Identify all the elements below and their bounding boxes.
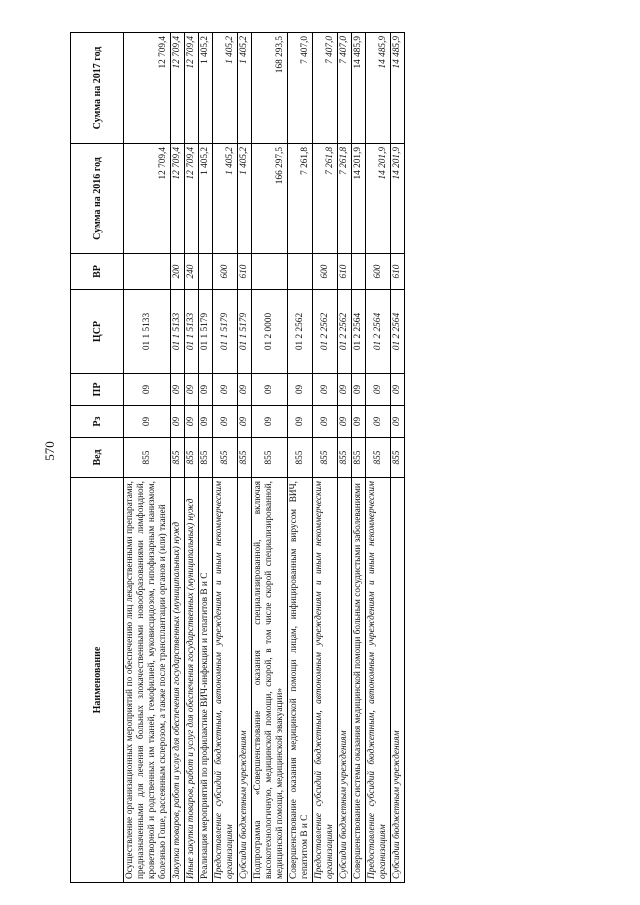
cell-sum-2017: 14 485,9 — [391, 33, 405, 144]
cell-pr: 09 — [171, 374, 185, 406]
cell-pr: 09 — [338, 374, 352, 406]
header-row — [71, 33, 124, 883]
cell-csr: 01 2 2564 — [366, 290, 391, 374]
cell-csr: 01 2 2562 — [288, 290, 313, 374]
cell-ved: 855 — [199, 438, 213, 478]
cell-sum-2017: 14 485,9 — [366, 33, 391, 144]
cell-rz: 09 — [366, 406, 391, 438]
cell-ved: 855 — [213, 438, 238, 478]
cell-pr: 09 — [313, 374, 338, 406]
cell-rz: 09 — [171, 406, 185, 438]
cell-pr: 09 — [185, 374, 199, 406]
cell-csr: 01 2 2562 — [338, 290, 352, 374]
header-vr: ВР — [71, 254, 124, 290]
cell-ved: 855 — [171, 438, 185, 478]
cell-ved: 855 — [391, 438, 405, 478]
cell-rz: 09 — [313, 406, 338, 438]
cell-sum-2016: 7 261,8 — [338, 144, 352, 254]
cell-rz: 09 — [124, 406, 171, 438]
table-row — [124, 33, 171, 883]
cell-sum-2016: 12 709,4 — [171, 144, 185, 254]
cell-ved: 855 — [338, 438, 352, 478]
cell-ved: 855 — [366, 438, 391, 478]
cell-csr: 01 2 0000 — [252, 290, 288, 374]
cell-sum-2017: 1 405,2 — [213, 33, 238, 144]
cell-csr: 01 1 5179 — [199, 290, 213, 374]
table-row — [313, 33, 338, 883]
cell-csr: 01 1 5133 — [171, 290, 185, 374]
table-row — [199, 33, 213, 883]
cell-rz: 09 — [238, 406, 252, 438]
header-ved: Вед — [71, 438, 124, 478]
cell-ved: 855 — [252, 438, 288, 478]
cell-csr: 01 2 2564 — [391, 290, 405, 374]
cell-name: Подпрограмма «Совершенствование оказания специализированной, включая высокотехнологичную, медицинской помощи, скорой, в том числе скорой специализированной, медицинской помощи, медицинской эвакуации» — [252, 478, 288, 883]
cell-sum-2017: 12 709,4 — [185, 33, 199, 144]
cell-name: Закупка товаров, работ и услуг для обеспечения государственных (муниципальных) нужд — [171, 478, 185, 883]
table-row — [213, 33, 238, 883]
table-row — [366, 33, 391, 883]
cell-name: Предоставление субсидий бюджетным, автономным учреждениям и иным некоммерческим организациям — [213, 478, 238, 883]
cell-name: Предоставление субсидий бюджетным, автономным учреждениям и иным некоммерческим организациям — [366, 478, 391, 883]
cell-sum-2016: 14 201,9 — [352, 144, 366, 254]
cell-name: Осуществление организационных мероприятий по обеспечению лиц лекарственными препаратами, предназначенными для лечения больных злокачественными новообразованиями лимфоидной, кроветворной и родственных им тканей, гемофилией, муковисцидозом, гипофизарным нанизмом, болезнью Гоше, рассеянным склерозом, а также после трансплантации органов и (или) тканей — [124, 478, 171, 883]
cell-sum-2016: 1 405,2 — [238, 144, 252, 254]
cell-sum-2017: 7 407,0 — [313, 33, 338, 144]
cell-vr — [199, 254, 213, 290]
cell-ved: 855 — [238, 438, 252, 478]
cell-sum-2017: 12 709,4 — [124, 33, 171, 144]
cell-name: Совершенствование оказания медицинской помощи лицам, инфицированным вирусом ВИЧ, гепатитом В и С — [288, 478, 313, 883]
cell-pr: 09 — [124, 374, 171, 406]
table-row — [288, 33, 313, 883]
cell-vr — [252, 254, 288, 290]
cell-rz: 09 — [391, 406, 405, 438]
cell-csr: 01 1 5133 — [185, 290, 199, 374]
cell-csr: 01 2 2562 — [313, 290, 338, 374]
cell-name: Субсидии бюджетным учреждениям — [338, 478, 352, 883]
cell-sum-2016: 12 709,4 — [185, 144, 199, 254]
table-row — [338, 33, 352, 883]
cell-ved: 855 — [124, 438, 171, 478]
cell-vr — [288, 254, 313, 290]
cell-vr — [352, 254, 366, 290]
cell-pr: 09 — [366, 374, 391, 406]
cell-ved: 855 — [313, 438, 338, 478]
cell-sum-2016: 7 261,8 — [313, 144, 338, 254]
budget-table — [70, 32, 405, 883]
cell-name: Субсидии бюджетным учреждениям — [238, 478, 252, 883]
cell-pr: 09 — [288, 374, 313, 406]
cell-rz: 09 — [352, 406, 366, 438]
cell-name: Предоставление субсидий бюджетным, автономным учреждениям и иным некоммерческим организациям — [313, 478, 338, 883]
header-sum-2017: Сумма на 2017 год — [71, 33, 124, 144]
cell-vr — [124, 254, 171, 290]
cell-csr: 01 1 5133 — [124, 290, 171, 374]
cell-sum-2016: 7 261,8 — [288, 144, 313, 254]
header-rz: Рз — [71, 406, 124, 438]
cell-rz: 09 — [213, 406, 238, 438]
cell-sum-2017: 1 405,2 — [238, 33, 252, 144]
cell-sum-2016: 14 201,9 — [366, 144, 391, 254]
cell-csr: 01 1 5179 — [238, 290, 252, 374]
cell-rz: 09 — [199, 406, 213, 438]
cell-name: Реализация мероприятий по профилактике ВИЧ-инфекции и гепатитов В и С — [199, 478, 213, 883]
cell-ved: 855 — [288, 438, 313, 478]
table-row — [185, 33, 199, 883]
cell-sum-2017: 12 709,4 — [171, 33, 185, 144]
cell-pr: 09 — [391, 374, 405, 406]
table-row — [252, 33, 288, 883]
cell-pr: 09 — [352, 374, 366, 406]
page-number: 570 — [42, 441, 57, 461]
cell-sum-2016: 12 709,4 — [124, 144, 171, 254]
cell-vr: 600 — [366, 254, 391, 290]
cell-sum-2016: 14 201,9 — [391, 144, 405, 254]
cell-rz: 09 — [288, 406, 313, 438]
cell-name: Иные закупки товаров, работ и услуг для обеспечения государственных (муниципальных) нужд — [185, 478, 199, 883]
cell-sum-2017: 168 293,5 — [252, 33, 288, 144]
cell-sum-2016: 1 405,2 — [199, 144, 213, 254]
cell-pr: 09 — [199, 374, 213, 406]
cell-rz: 09 — [252, 406, 288, 438]
cell-vr: 200 — [171, 254, 185, 290]
cell-pr: 09 — [238, 374, 252, 406]
cell-csr: 01 1 5179 — [213, 290, 238, 374]
cell-pr: 09 — [213, 374, 238, 406]
cell-sum-2017: 7 407,0 — [288, 33, 313, 144]
cell-vr: 610 — [338, 254, 352, 290]
table-row — [391, 33, 405, 883]
cell-vr: 610 — [391, 254, 405, 290]
cell-sum-2017: 14 485,9 — [352, 33, 366, 144]
cell-vr: 240 — [185, 254, 199, 290]
table-row — [238, 33, 252, 883]
header-pr: ПР — [71, 374, 124, 406]
cell-ved: 855 — [352, 438, 366, 478]
cell-sum-2016: 166 297,5 — [252, 144, 288, 254]
cell-sum-2017: 7 407,0 — [338, 33, 352, 144]
cell-name: Субсидии бюджетным учреждениям — [391, 478, 405, 883]
cell-rz: 09 — [338, 406, 352, 438]
cell-sum-2017: 1 405,2 — [199, 33, 213, 144]
header-csr: ЦСР — [71, 290, 124, 374]
cell-ved: 855 — [185, 438, 199, 478]
budget-table-rotated — [70, 33, 616, 883]
cell-vr: 600 — [213, 254, 238, 290]
header-sum-2016: Сумма на 2016 год — [71, 144, 124, 254]
cell-vr: 610 — [238, 254, 252, 290]
cell-vr: 600 — [313, 254, 338, 290]
cell-csr: 01 2 2564 — [352, 290, 366, 374]
cell-pr: 09 — [252, 374, 288, 406]
cell-sum-2016: 1 405,2 — [213, 144, 238, 254]
cell-name: Совершенствование системы оказания медицинской помощи больным сосудистыми заболеваниями — [352, 478, 366, 883]
header-name: Наименование — [71, 478, 124, 883]
cell-rz: 09 — [185, 406, 199, 438]
table-row — [171, 33, 185, 883]
table-row — [352, 33, 366, 883]
